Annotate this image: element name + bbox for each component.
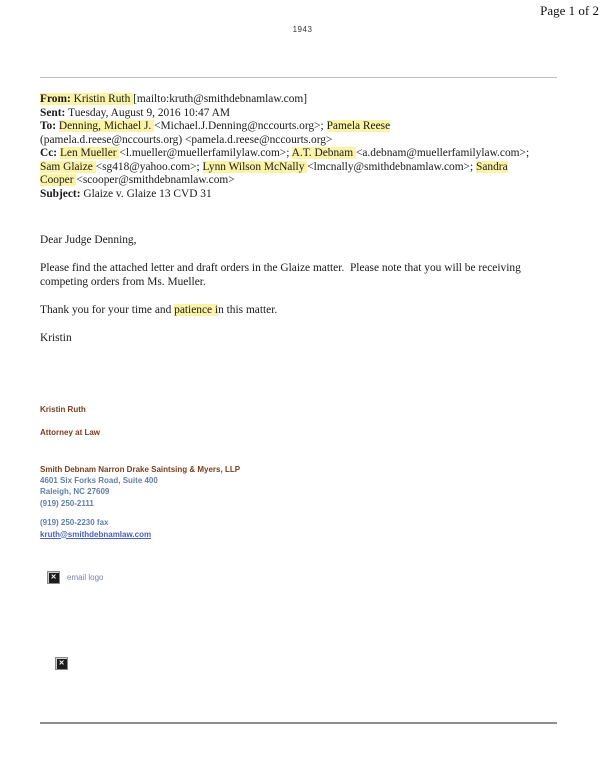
- firm-address-line1: 4601 Six Forks Road, Suite 400: [40, 476, 158, 486]
- paragraph: [40, 331, 600, 345]
- text-line: Cc: Len Mueller <l.mueller@muellerfamilylaw.com>; A.T. Debnam <a.debnam@muellerfamilylaw.com>;: [40, 147, 530, 159]
- highlighted-text: Sandra: [476, 160, 508, 173]
- text-line: Cooper <scooper@smithdebnamlaw.com>: [40, 174, 235, 186]
- email-logo-alt-text: email logo: [67, 573, 104, 582]
- highlighted-text: Sam Glaize: [40, 160, 96, 173]
- text-line: (pamela.d.reese@nccourts.org) <pamela.d.reese@nccourts.org>: [40, 133, 333, 146]
- firm-name: Smith Debnam Narron Drake Saintsing & Myers, LLP: [40, 465, 241, 474]
- email-header: [40, 93, 600, 201]
- header-divider-line: [40, 77, 557, 78]
- highlighted-text: Denning, Michael J.: [58, 120, 155, 132]
- highlighted-text: Kristin Ruth: [73, 93, 134, 105]
- text-line: Thank you for your time and patience in this matter.: [40, 304, 278, 316]
- bates-number: 1943: [292, 25, 313, 34]
- highlighted-text: Cooper: [40, 174, 77, 186]
- broken-image-icon: ✕: [55, 657, 68, 670]
- footer-divider-line: [40, 722, 557, 724]
- signature-contact-block: [40, 517, 151, 540]
- text-line: Kristin: [40, 332, 72, 344]
- email-address-link[interactable]: kruth@smithdebnamlaw.com: [40, 529, 152, 539]
- text-line: Sent: Tuesday, August 9, 2016 10:47 AM: [40, 106, 230, 119]
- email-logo-row: [47, 571, 103, 584]
- text-line: Subject: Glaize v. Glaize 13 CVD 31: [40, 187, 212, 200]
- paragraph: [40, 261, 600, 289]
- highlighted-text: From:: [40, 93, 74, 105]
- email-body: [40, 233, 600, 359]
- highlighted-text: A.T. Debnam: [291, 147, 356, 159]
- signature-firm-block: [40, 464, 240, 509]
- highlighted-text: Pamela Reese: [326, 120, 391, 132]
- broken-image-icon: ✕: [47, 571, 60, 584]
- firm-address-line2: Raleigh, NC 27609: [40, 487, 110, 497]
- signature-title: Attorney at Law: [40, 428, 101, 437]
- text-line: Dear Judge Denning,: [40, 234, 137, 246]
- text-line: To: Denning, Michael J. <Michael.J.Denning@nccourts.org>; Pamela Reese: [40, 120, 391, 132]
- highlighted-text: Lynn Wilson McNally: [202, 160, 308, 173]
- text-line: Sam Glaize <sg418@yahoo.com>; Lynn Wilson McNally <lmcnally@smithdebnamlaw.com>; Sandra: [40, 160, 508, 173]
- text-line: From: Kristin Ruth [mailto:kruth@smithdebnamlaw.com]: [40, 93, 308, 105]
- highlighted-text: patience i: [174, 304, 219, 316]
- highlighted-text: Len Mueller: [59, 147, 120, 159]
- text-line: competing orders from Ms. Mueller.: [40, 276, 206, 288]
- paragraph: [40, 233, 600, 247]
- paragraph: [40, 303, 600, 317]
- page-number: Page 1 of 2: [540, 3, 599, 18]
- text-line: Please find the attached letter and draft orders in the Glaize matter. Please note that you will be receiving: [40, 262, 521, 274]
- signature-name: Kristin Ruth: [40, 405, 86, 414]
- firm-fax: (919) 250-2230 fax: [40, 518, 109, 527]
- firm-phone: (919) 250-2111: [40, 498, 94, 508]
